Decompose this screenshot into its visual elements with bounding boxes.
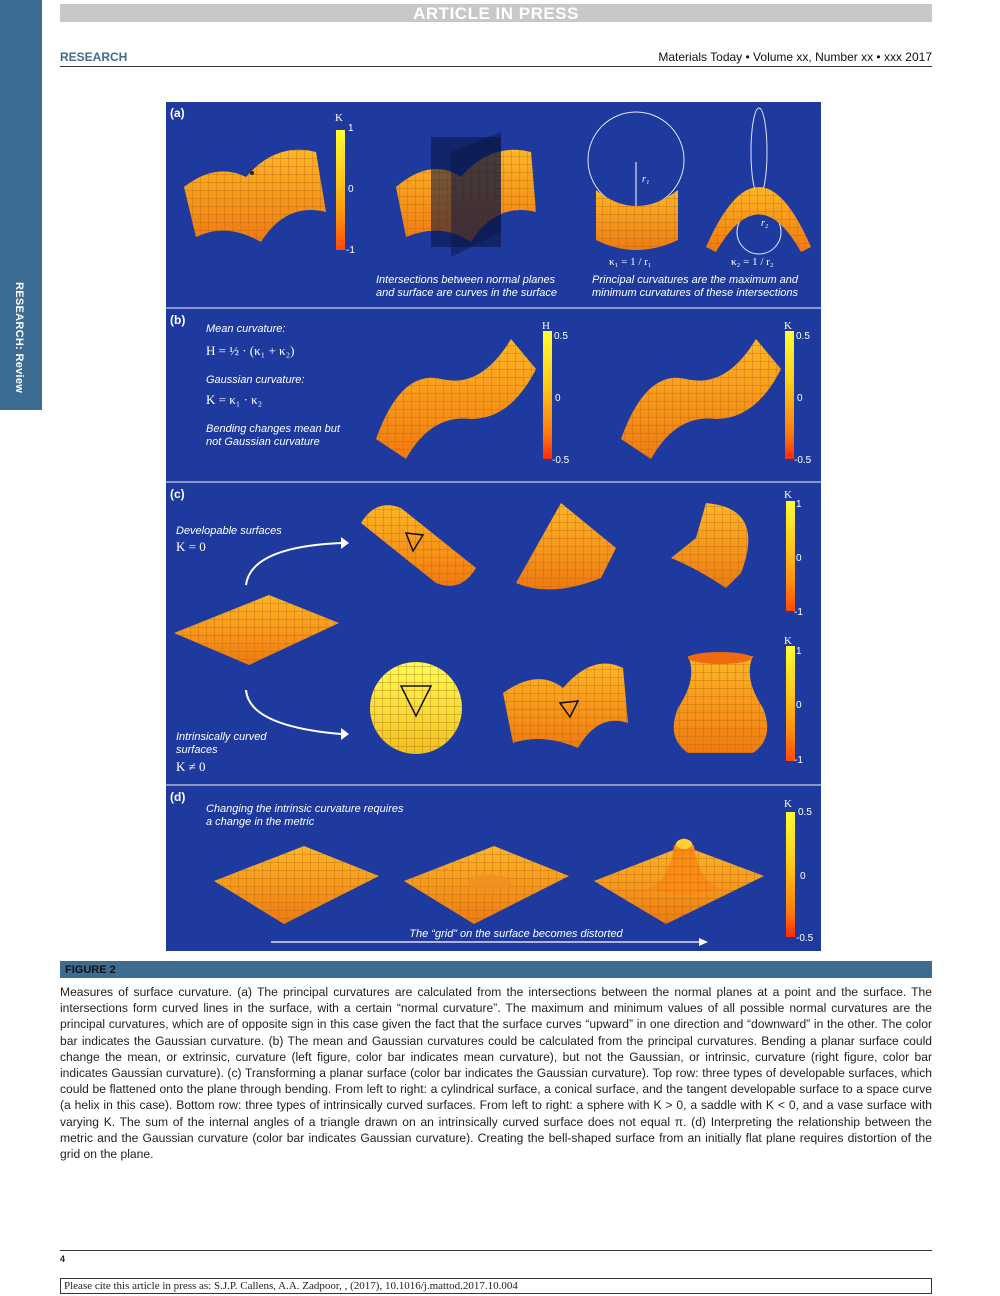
sphere-surface [366, 658, 466, 758]
colorbar-k-d [786, 812, 795, 937]
panel-b-label: (b) [170, 313, 186, 327]
radius-r1-label: r₁ [642, 174, 650, 185]
colorbar-bottom-label: -1 [346, 245, 355, 256]
gaussian-curvature-equation: K = κ₁ · κ₂ [206, 392, 263, 407]
panel-c-label: (c) [170, 487, 185, 501]
colorbar-c-top-bottom: -1 [794, 607, 803, 618]
panel-c [166, 483, 821, 786]
panel-b [166, 309, 821, 483]
colorbar-c-bottom-symbol: K [784, 635, 792, 647]
bent-sheet-mean [371, 329, 541, 459]
bending-text: Bending changes mean but not Gaussian curvature [206, 423, 340, 448]
cylinder-with-circle [586, 110, 696, 260]
mean-curvature-equation: H = ½ · (κ₁ + κ₂) [206, 343, 295, 358]
colorbar-h-top: 0.5 [554, 331, 568, 342]
journal-info: Materials Today • Volume xx, Number xx • xxx 2017 [658, 50, 932, 64]
saddle-surface-triangle [498, 653, 633, 753]
mean-curvature-label: Mean curvature: [206, 323, 286, 335]
colorbar-d-mid: 0 [800, 871, 806, 882]
vase-surface [663, 648, 778, 758]
panel-a [166, 102, 821, 309]
panel-a-label: (a) [170, 106, 185, 120]
colorbar-d-symbol: K [784, 798, 792, 810]
citation-box: Please cite this article in press as: S.J.P. Callens, A.A. Zadpoor, , (2017), 10.1016/j.mattod.2017.10.004 [60, 1278, 932, 1294]
section-side-tab [0, 0, 42, 410]
colorbar-c-top-symbol: K [784, 489, 792, 501]
metric-change-text: Changing the intrinsic curvature requires a change in the metric [206, 803, 404, 828]
flat-sheet [214, 846, 379, 926]
grid-distorted-text: The “grid” on the surface becomes distorted [409, 928, 623, 940]
colorbar-d-top: 0.5 [798, 807, 812, 818]
side-tab-label: RESEARCH: Review [13, 282, 25, 394]
colorbar-k-b [785, 331, 794, 459]
colorbar-k-b-mid: 0 [797, 393, 803, 404]
slightly-bumped-sheet [404, 846, 569, 926]
colorbar-k-b-bottom: -0.5 [794, 455, 812, 466]
colorbar-mid-label: 0 [348, 184, 354, 195]
colorbar-k-a [336, 130, 345, 250]
figure-2 [166, 102, 821, 951]
colorbar-c-bottom-top: 1 [796, 646, 802, 657]
colorbar-h-mid: 0 [555, 393, 561, 404]
colorbar-k-b-top: 0.5 [796, 331, 810, 342]
tangent-developable-surface [666, 498, 776, 598]
bell-shaped-surface [594, 826, 764, 926]
intersections-text: Intersections between normal planes and surface are curves in the surface [376, 274, 557, 299]
header-divider [60, 66, 932, 67]
colorbar-h [543, 331, 552, 459]
saddle-surface [176, 142, 326, 252]
gaussian-curvature-label: Gaussian curvature: [206, 374, 305, 386]
colorbar-c-top-top: 1 [796, 499, 802, 510]
developable-equation: K = 0 [176, 539, 206, 554]
colorbar-top-label: 1 [348, 123, 354, 134]
kappa1-equation: κ₁ = 1 / r₁ [609, 256, 652, 268]
colorbar-k-c-bottom [786, 646, 795, 761]
panel-d [166, 786, 821, 951]
colorbar-symbol: K [335, 112, 343, 124]
developable-label: Developable surfaces [176, 525, 282, 537]
section-label: RESEARCH [60, 50, 128, 64]
footer-divider [60, 1250, 932, 1251]
cylinder-surface [351, 493, 481, 603]
intrinsic-label: Intrinsically curved surfaces [176, 731, 267, 756]
radius-r2-label: r₂ [761, 218, 769, 229]
colorbar-h-bottom: -0.5 [552, 455, 570, 466]
cone-surface [511, 498, 621, 598]
arch-with-ellipse [701, 107, 816, 257]
page-number: 4 [60, 1254, 66, 1264]
kappa2-equation: κ₂ = 1 / r₂ [731, 256, 774, 268]
colorbar-c-top-mid: 0 [796, 553, 802, 564]
article-in-press-banner: ARTICLE IN PRESS [60, 4, 932, 22]
flat-plane [174, 595, 339, 665]
colorbar-h-symbol: H [542, 320, 550, 332]
figure-caption-heading: FIGURE 2 [60, 961, 932, 978]
bent-sheet-gaussian [616, 329, 786, 459]
colorbar-k-b-symbol: K [784, 320, 792, 332]
colorbar-c-bottom-bottom: -1 [794, 755, 803, 766]
saddle-with-normal-planes [391, 132, 541, 262]
principal-curvatures-text: Principal curvatures are the maximum and minimum curvatures of these intersections [592, 274, 799, 299]
figure-caption-text: Measures of surface curvature. (a) The principal curvatures are calculated from the intersections between the normal planes at a point and the surface. The intersections form curved lines in the surface, with a certain “normal curvature”. The maximum and minimum values of all possible normal curvatures are the principal curvatures, which are of opposite sign in this case given the fact that the surface curves “upward” in one direction and “downward” in the other. The color bar indicates the Gaussian curvature. (b) The mean and Gaussian curvatures could be calculated from the principal curvatures. Bending a planar surface could change the mean, or extrinsic, curvature (left figure, color bar indicates mean curvature), but not the Gaussian, or intrinsic, curvature (right figure, color bar indicates Gaussian curvature). (c) Transforming a planar surface (color bar indicates the Gaussian curvature). Top row: three types of developable surfaces, which could be flattened onto the plane through bending. From left to right: a cylindrical surface, a conical surface, and the tangent developable surface to a space curve (a helix in this case). Bottom row: three types of intrinsically curved surfaces. From left to right: a sphere with K > 0, a saddle with K < 0, and a vase surface with varying K. The sum of the internal angles of a triangle drawn on an intrinsically curved surface does not equal π. (d) Interpreting the relationship between the metric and the Gaussian curvature (color bar indicates Gaussian curvature). Creating the bell-shaped surface from an initially flat plane requires distortion of the grid on the plane. [60, 985, 932, 1162]
colorbar-c-bottom-mid: 0 [796, 700, 802, 711]
colorbar-k-c-top [786, 501, 795, 611]
panel-d-label: (d) [170, 790, 186, 804]
intrinsic-equation: K ≠ 0 [176, 759, 206, 774]
colorbar-d-bottom: -0.5 [796, 933, 814, 944]
arrow-up-curve [241, 535, 351, 590]
